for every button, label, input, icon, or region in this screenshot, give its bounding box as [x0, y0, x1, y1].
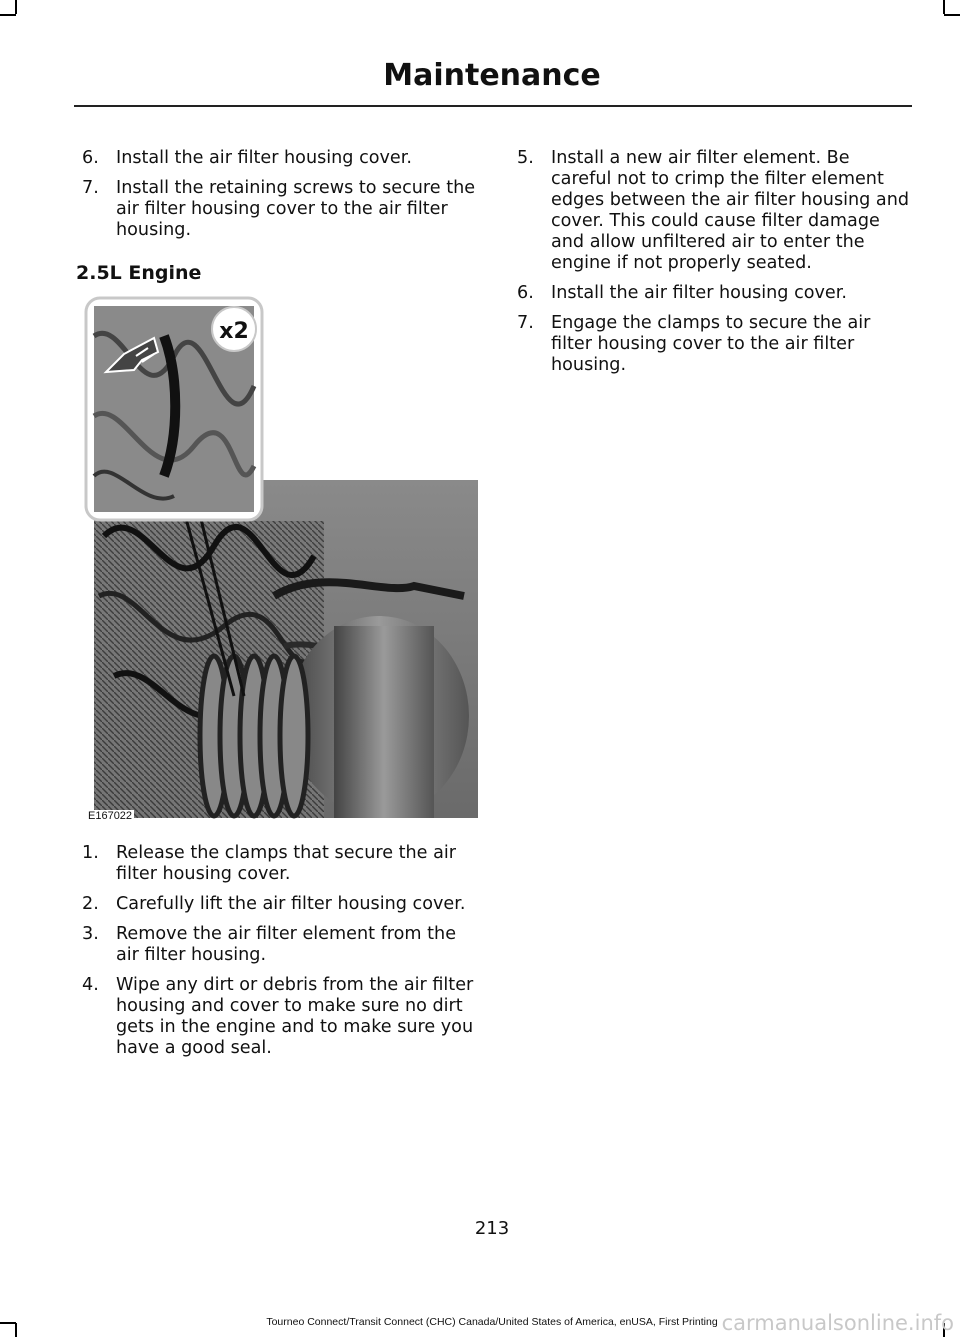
left-column-steps — [76, 843, 478, 1068]
engine-air-filter-illustration — [84, 296, 478, 820]
step-text: Wipe any dirt or debris from the air filter housing and cover to make sure no dirt gets in the engine and to make sure you have a good seal. — [116, 975, 474, 1058]
intro-step-list — [76, 148, 478, 241]
callout-text: x2 — [219, 319, 249, 344]
list-item — [511, 283, 911, 304]
step-number: 4. — [82, 975, 99, 995]
page-number: 213 — [474, 1218, 510, 1239]
step-number: 6. — [517, 283, 534, 303]
step-text: Install the air filter housing cover. — [116, 148, 412, 168]
step-text: Install the air filter housing cover. — [551, 283, 847, 303]
step-number: 6. — [82, 148, 99, 168]
page-title: Maintenance — [383, 58, 601, 93]
page-header — [0, 58, 960, 93]
right-column — [511, 148, 911, 385]
list-item — [511, 313, 911, 376]
step-number: 2. — [82, 894, 99, 914]
step-list — [76, 843, 478, 1059]
list-item — [76, 894, 478, 915]
step-text: Install the retaining screws to secure the air filter housing cover to the air filter housing. — [116, 178, 476, 240]
left-column — [76, 148, 478, 284]
list-item — [76, 975, 478, 1059]
list-item — [76, 843, 478, 885]
footer-text: Tourneo Connect/Transit Connect (CHC) Canada/United States of America, enUSA, First Printing — [266, 1316, 718, 1328]
step-number: 7. — [517, 313, 534, 333]
list-item — [76, 148, 478, 169]
step-text: Engage the clamps to secure the air filter housing cover to the air filter housing. — [551, 313, 871, 375]
engine-illustration-svg — [84, 296, 478, 820]
header-rule — [74, 105, 912, 107]
step-number: 5. — [517, 148, 534, 168]
step-number: 1. — [82, 843, 99, 863]
watermark: carmanualsonline.info — [721, 1311, 954, 1335]
section-heading: 2.5L Engine — [76, 262, 202, 284]
crop-mark-top-left-v — [15, 0, 17, 14]
step-list — [511, 148, 911, 376]
step-text: Install a new air filter element. Be careful not to crimp the filter element edges between the air filter housing and cover. This could cause filter damage and allow unfiltered air to enter the engine if not properly seated. — [551, 148, 910, 273]
crop-mark-top-right-h — [944, 14, 960, 16]
figure-caption: E167022 — [88, 810, 133, 822]
list-item — [76, 178, 478, 241]
step-text: Carefully lift the air filter housing cover. — [116, 894, 466, 914]
list-item — [76, 924, 478, 966]
step-text: Release the clamps that secure the air filter housing cover. — [116, 843, 456, 884]
step-number: 7. — [82, 178, 99, 198]
crop-mark-top-right-v — [943, 0, 945, 14]
list-item — [511, 148, 911, 274]
crop-mark-top-left-h — [0, 14, 16, 16]
step-text: Remove the air filter element from the air filter housing. — [116, 924, 457, 965]
step-number: 3. — [82, 924, 99, 944]
